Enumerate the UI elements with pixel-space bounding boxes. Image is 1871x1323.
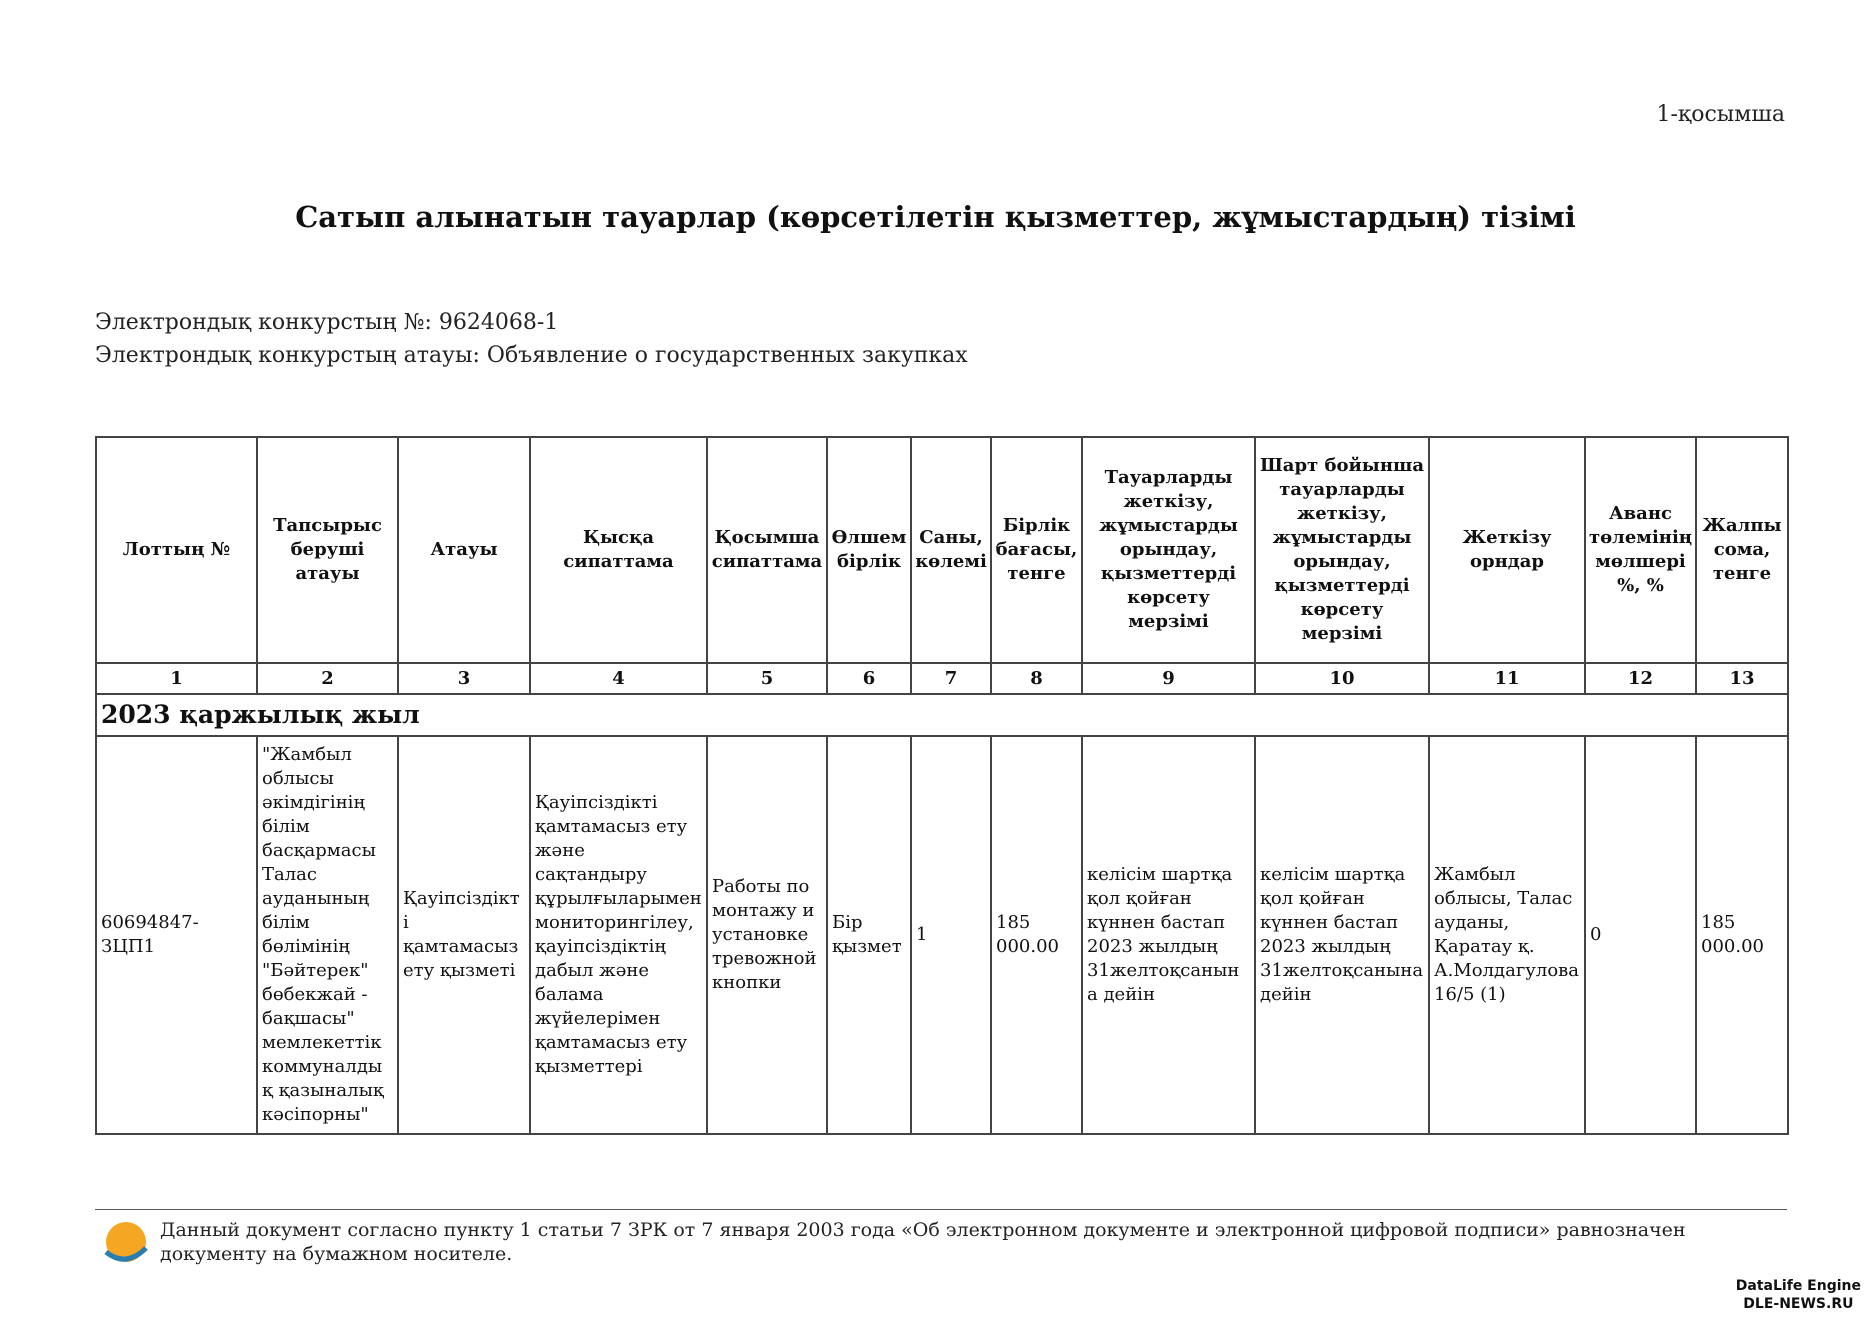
column-number: 9	[1082, 663, 1255, 694]
col-header-advance: Аванс төлемінің мөлшері %, %	[1585, 437, 1696, 663]
col-header-quantity: Саны, көлемі	[911, 437, 991, 663]
column-number: 2	[257, 663, 398, 694]
col-header-unit-price: Бірлік бағасы, тенге	[991, 437, 1082, 663]
column-number: 7	[911, 663, 991, 694]
quantity-cell: 1	[911, 736, 991, 1134]
document-title: Сатып алынатын тауарлар (көрсетілетін қызметтер, жұмыстардың) тізімі	[295, 200, 1576, 234]
short-description-cell: Қауіпсіздікті қамтамасыз ету және сақтандыру құрылғыларымен мониторингілеу, қауіпсіздіктің дабыл және балама жүйелерімен қамтамасыз ету қызметтері	[530, 736, 707, 1134]
unit-price-cell: 185 000.00	[991, 736, 1082, 1134]
extra-description-cell: Работы по монтажу и установке тревожной кнопки	[707, 736, 827, 1134]
col-header-total: Жалпы сома, тенге	[1696, 437, 1788, 663]
col-header-name: Атауы	[398, 437, 530, 663]
watermark	[1736, 1277, 1861, 1313]
fiscal-year-label: 2023 қаржылық жыл	[96, 694, 1788, 736]
appendix-label: 1-қосымша	[1656, 102, 1785, 127]
legal-notice: Данный документ согласно пункту 1 статьи 7 ЗРК от 7 января 2003 года «Об электронном документе и электронной цифровой подписи» равнозначен документу на бумажном носителе.	[160, 1219, 1686, 1265]
col-header-customer: Тапсырыс беруші атауы	[257, 437, 398, 663]
lot-number-cell: 60694847-ЗЦП1	[96, 736, 257, 1134]
contest-info	[95, 306, 968, 372]
delivery-term-cell: келісім шартқа қол қойған күннен бастап 2023 жылдың 31желтоқсанына дейін	[1082, 736, 1255, 1134]
lots-table	[95, 436, 1789, 1135]
unit-cell: Бір қызмет	[827, 736, 911, 1134]
col-header-extra-description: Қосымша сипаттама	[707, 437, 827, 663]
column-number: 8	[991, 663, 1082, 694]
column-number: 5	[707, 663, 827, 694]
advance-cell: 0	[1585, 736, 1696, 1134]
col-header-delivery-place: Жеткізу орндар	[1429, 437, 1585, 663]
section-row	[96, 694, 1788, 736]
total-cell: 185 000.00	[1696, 736, 1788, 1134]
column-number: 12	[1585, 663, 1696, 694]
col-header-lot-number: Лоттың №	[96, 437, 257, 663]
column-number: 11	[1429, 663, 1585, 694]
col-header-delivery-term: Тауарларды жеткізу, жұмыстарды орындау, қызметтерді көрсету мерзімі	[1082, 437, 1255, 663]
delivery-place-cell: Жамбыл облысы, Талас ауданы, Қаратау қ. А.Молдагулова 16/5 (1)	[1429, 736, 1585, 1134]
contest-name: Электрондық конкурстың атауы: Объявление о государственных закупках	[95, 343, 968, 368]
egov-logo-icon	[100, 1218, 152, 1270]
footer-divider	[95, 1209, 1787, 1210]
contract-term-cell: келісім шартқа қол қойған күннен бастап 2023 жылдың 31желтоқсанына дейін	[1255, 736, 1429, 1134]
table-row	[96, 736, 1788, 1134]
column-number-row	[96, 663, 1788, 694]
customer-cell: "Жамбыл облысы әкімдігінің білім басқармасы Талас ауданының білім бөлімінің "Бәйтерек" бөбекжай - бақшасы" мемлекеттік коммуналдық қазыналық кәсіпорны"	[257, 736, 398, 1134]
column-number: 3	[398, 663, 530, 694]
header-row	[96, 437, 1788, 663]
column-number: 13	[1696, 663, 1788, 694]
col-header-unit: Өлшем бірлік	[827, 437, 911, 663]
col-header-short-description: Қысқа сипаттама	[530, 437, 707, 663]
contest-number: Электрондық конкурстың №: 9624068-1	[95, 310, 559, 335]
column-number: 4	[530, 663, 707, 694]
watermark-line-1: DataLife Engine	[1735, 1278, 1861, 1294]
column-number: 6	[827, 663, 911, 694]
column-number: 1	[96, 663, 257, 694]
name-cell: Қауіпсіздікті қамтамасыз ету қызметі	[398, 736, 530, 1134]
col-header-contract-term: Шарт бойынша тауарларды жеткізу, жұмыстарды орындау, қызметтерді көрсету мерзімі	[1255, 437, 1429, 663]
column-number: 10	[1255, 663, 1429, 694]
watermark-line-2: DLE-NEWS.RU	[1743, 1296, 1854, 1312]
